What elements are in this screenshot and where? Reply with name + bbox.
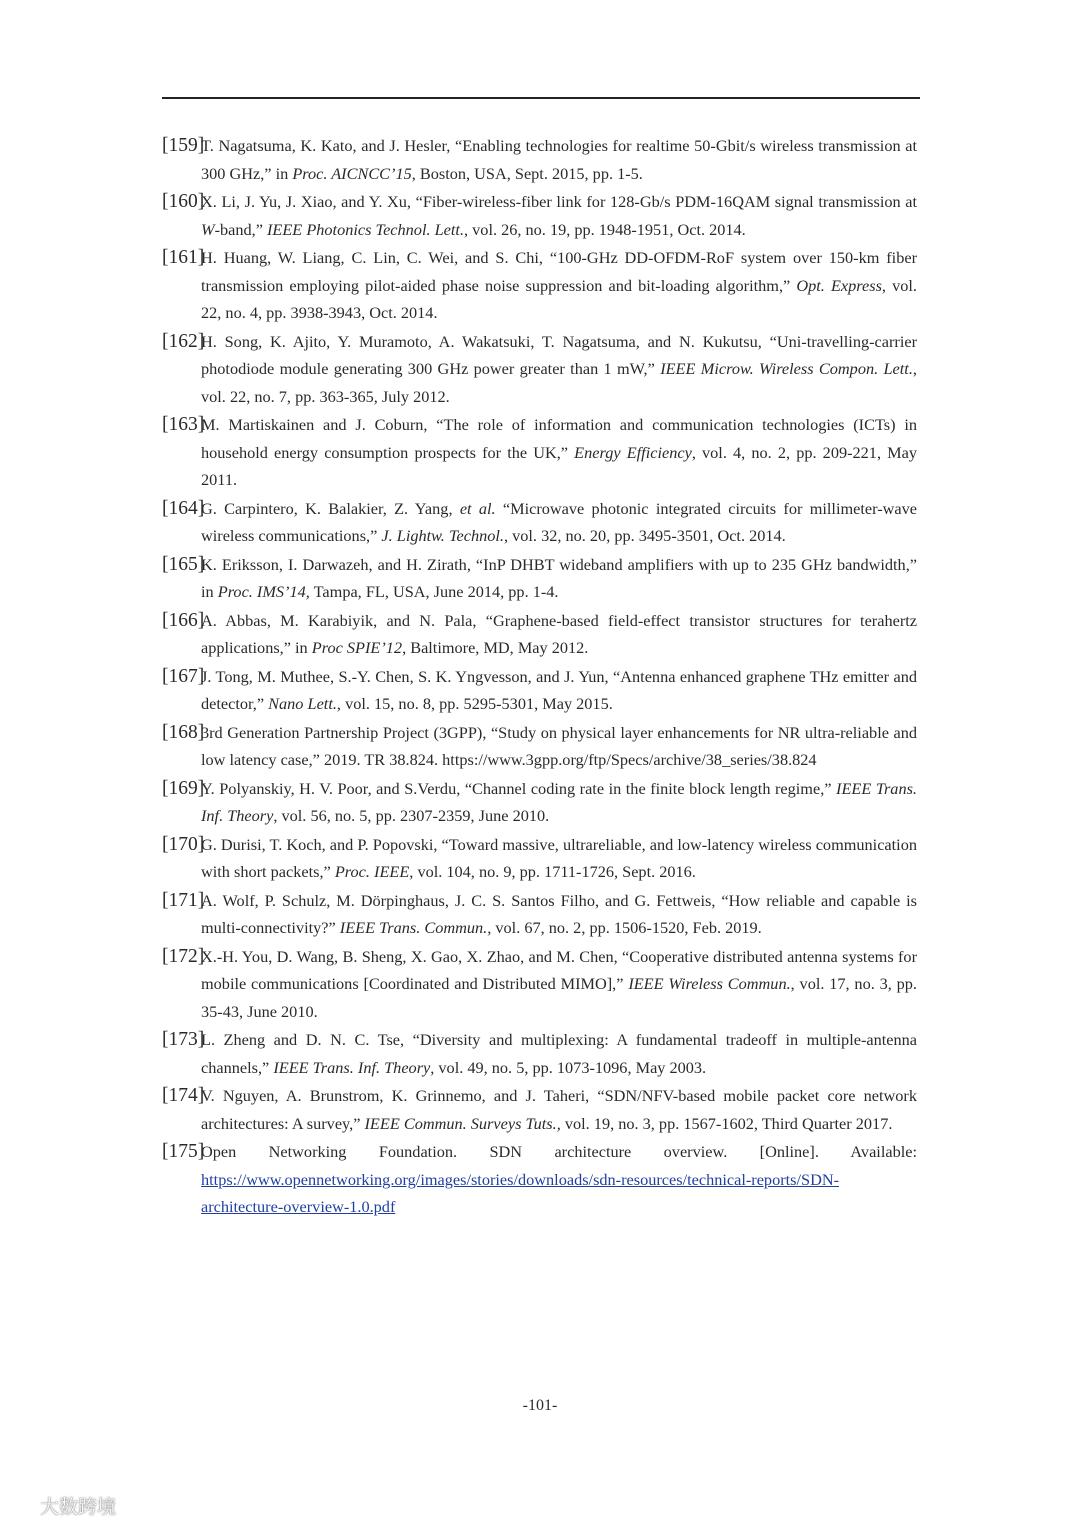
reference-number: [165] xyxy=(162,553,205,575)
reference-italic: IEEE Trans. Commun., xyxy=(339,918,492,937)
reference-number: [161] xyxy=(162,247,205,268)
reference-segment: K. Eriksson, I. Darwazeh, and H. Zirath, “InP DHBT wideband amplifiers with up to 235 GHz bandwidth,” in xyxy=(201,554,917,601)
reference-text xyxy=(201,132,917,187)
reference-segment: G. Durisi, T. Koch, and P. Popovski, “Toward massive, ultrareliable, and low-latency wireless communication with short packets,” xyxy=(201,834,917,881)
reference-segment: , vol. 26, no. 19, pp. 1948-1951, Oct. 2014. xyxy=(464,219,746,239)
reference-text xyxy=(201,775,917,830)
reference-segment: , vol. 4, no. 2, pp. 209-221, May 2011. xyxy=(201,442,917,489)
reference-segment: -band,” xyxy=(214,219,267,239)
reference-segment: T. Nagatsuma, K. Kato, and J. Hesler, “Enabling technologies for realtime 50-Gbit/s wireless transmission at 300 GHz,” in xyxy=(201,136,917,183)
reference-segment: H. Huang, W. Liang, C. Lin, C. Wei, and S. Chi, “100-GHz DD-OFDM-RoF system over 150-km fiber transmission employing pilot-aided phase noise suppression and bit-loading algorithm,” xyxy=(201,248,917,295)
reference-segment: , vol. 17, no. 3, pp. 35-43, June 2010. xyxy=(201,974,917,1021)
reference-link[interactable]: https://www.opennetworking.org/images/stories/downloads/sdn-resources/technical-reports/SDN-architecture-overview-1.0.pdf xyxy=(201,1169,840,1216)
reference-number: [175] xyxy=(162,1141,205,1162)
reference-number: [172] xyxy=(162,945,205,967)
reference-segment: “Microwave photonic integrated circuits for millimeter-wave wireless communications,” xyxy=(201,498,917,545)
reference-text xyxy=(201,887,917,942)
reference-segment: , vol. 104, no. 9, pp. 1711-1726, Sept. 2016. xyxy=(409,862,696,881)
reference-text xyxy=(201,943,917,1026)
reference-italic: Energy Efficiency xyxy=(574,442,692,462)
watermark-text: 大数跨境 xyxy=(40,1496,117,1518)
reference-segment: X.-H. You, D. Wang, B. Sheng, X. Gao, X. Zhao, and M. Chen, “Cooperative distributed antenna systems for mobile communications [Coordinated and Distributed MIMO],” xyxy=(201,946,917,993)
reference-italic: Proc. IEEE xyxy=(334,862,410,881)
reference-segment: vol. 67, no. 2, pp. 1506-1520, Feb. 2019. xyxy=(491,918,762,937)
reference-item xyxy=(162,943,917,1026)
reference-segment: A. Abbas, M. Karabiyik, and N. Pala, “Graphene-based field-effect transistor structures for terahertz applications,” in xyxy=(201,610,917,657)
reference-text xyxy=(201,1138,917,1221)
reference-number: [163] xyxy=(162,414,205,435)
reference-segment: , vol. 56, no. 5, pp. 2307-2359, June 2010. xyxy=(273,806,550,825)
reference-item xyxy=(162,1026,917,1081)
reference-italic: Proc SPIE’12 xyxy=(311,638,403,657)
reference-segment: Open Networking Foundation. SDN architecture overview. [Online]. Available: xyxy=(201,1142,917,1161)
reference-segment: A. Wolf, P. Schulz, M. Dörpinghaus, J. C. S. Santos Filho, and G. Fettweis, “How reliable and capable is multi-connectivity?” xyxy=(201,890,917,937)
reference-segment: J. Tong, M. Muthee, S.-Y. Chen, S. K. Yngvesson, and J. Yun, “Antenna enhanced graphene THz emitter and detector,” xyxy=(201,666,917,713)
reference-text xyxy=(201,411,917,494)
reference-italic: et al. xyxy=(459,498,496,518)
reference-number: [167] xyxy=(162,665,205,687)
reference-italic: Nano Lett. xyxy=(268,694,337,713)
reference-text xyxy=(201,495,917,550)
reference-text xyxy=(201,719,917,774)
reference-number: [173] xyxy=(162,1029,205,1050)
chat-bubble-icon xyxy=(10,1496,36,1516)
reference-italic: Proc. IMS’14, xyxy=(217,582,310,601)
reference-item xyxy=(162,551,917,606)
reference-item xyxy=(162,132,917,187)
reference-number: [171] xyxy=(162,889,205,911)
reference-segment: , vol. 49, no. 5, pp. 1073-1096, May 2003. xyxy=(430,1057,707,1077)
reference-italic: IEEE Microw. Wireless Compon. Lett. xyxy=(660,359,913,378)
reference-italic: Opt. Express xyxy=(796,275,882,295)
reference-text xyxy=(201,328,917,411)
reference-segment: H. Song, K. Ajito, Y. Muramoto, A. Wakatsuki, T. Nagatsuma, and N. Kukutsu, “Uni-travelling-carrier photodiode module generating 300 GHz power greater than 1 mW,” xyxy=(201,331,917,378)
reference-italic: IEEE Wireless Commun. xyxy=(628,974,791,993)
reference-italic: IEEE Trans. Inf. Theory xyxy=(201,778,917,825)
page-number: -101- xyxy=(522,1397,558,1414)
reference-segment: , Baltimore, MD, May 2012. xyxy=(402,638,589,657)
reference-text xyxy=(201,1026,917,1081)
reference-item xyxy=(162,663,917,718)
reference-text xyxy=(201,607,917,662)
reference-segment: V. Nguyen, A. Brunstrom, K. Grinnemo, and J. Taheri, “SDN/NFV-based mobile packet core network architectures: A survey,” xyxy=(201,1086,917,1133)
reference-number: [160] xyxy=(162,191,205,212)
reference-number: [159] xyxy=(162,135,205,156)
reference-item xyxy=(162,411,917,494)
reference-segment: L. Zheng and D. N. C. Tse, “Diversity and multiplexing: A fundamental tradeoff in multiple-antenna channels,” xyxy=(201,1030,917,1077)
reference-item xyxy=(162,1138,917,1221)
reference-italic: Proc. AICNCC’15 xyxy=(292,163,412,183)
reference-segment: Y. Polyanskiy, H. V. Poor, and S.Verdu, “Channel coding rate in the finite block length regime,” xyxy=(201,778,837,798)
reference-item xyxy=(162,831,917,886)
reference-text xyxy=(201,831,917,886)
reference-italic: IEEE Photonics Technol. Lett. xyxy=(267,219,465,239)
reference-segment: vol. 19, no. 3, pp. 1567-1602, Third Quarter 2017. xyxy=(560,1113,893,1133)
reference-text xyxy=(201,663,917,718)
reference-text xyxy=(201,188,917,243)
reference-segment: X. Li, J. Yu, J. Xiao, and Y. Xu, “Fiber-wireless-fiber link for 128-Gb/s PDM-16QAM signal transmission at xyxy=(201,192,917,211)
reference-item xyxy=(162,719,917,774)
reference-segment: , Boston, USA, Sept. 2015, pp. 1-5. xyxy=(411,163,643,183)
reference-number: [162] xyxy=(162,330,205,352)
reference-italic: IEEE Commun. Surveys Tuts., xyxy=(364,1113,561,1133)
reference-segment: , vol. 22, no. 4, pp. 3938-3943, Oct. 2014. xyxy=(201,275,917,322)
reference-item xyxy=(162,244,917,327)
reference-number: [166] xyxy=(162,609,205,631)
reference-list xyxy=(162,132,917,1222)
reference-number: [164] xyxy=(162,497,205,519)
reference-item xyxy=(162,1082,917,1137)
reference-segment: Tampa, FL, USA, June 2014, pp. 1-4. xyxy=(309,582,559,601)
reference-number: [174] xyxy=(162,1085,205,1106)
reference-italic: IEEE Trans. Inf. Theory xyxy=(273,1057,431,1077)
reference-item xyxy=(162,495,917,550)
reference-item xyxy=(162,328,917,411)
watermark xyxy=(10,1492,116,1519)
reference-segment: M. Martiskainen and J. Coburn, “The role of information and communication technologies (ICTs) in household energy consumption prospects for the UK,” xyxy=(201,415,917,462)
reference-item xyxy=(162,887,917,942)
reference-segment: , vol. 15, no. 8, pp. 5295-5301, May 2015. xyxy=(336,694,613,713)
reference-number: [169] xyxy=(162,777,205,799)
header-rule xyxy=(162,97,920,99)
reference-number: [168] xyxy=(162,721,205,743)
reference-text xyxy=(201,551,917,606)
reference-item xyxy=(162,775,917,830)
reference-text xyxy=(201,244,917,327)
reference-item xyxy=(162,607,917,662)
reference-item xyxy=(162,188,917,243)
reference-italic: W xyxy=(201,219,215,239)
reference-segment: , vol. 32, no. 20, pp. 3495-3501, Oct. 2014. xyxy=(503,526,786,545)
reference-segment: , vol. 22, no. 7, pp. 363-365, July 2012. xyxy=(201,359,917,406)
reference-italic: J. Lightw. Technol. xyxy=(381,526,504,545)
reference-segment: G. Carpintero, K. Balakier, Z. Yang, xyxy=(201,498,460,518)
reference-text xyxy=(201,1082,917,1137)
reference-number: [170] xyxy=(162,833,205,855)
reference-segment: 3rd Generation Partnership Project (3GPP), “Study on physical layer enhancements for NR ultra-reliable and low latency case,” 2019. TR 38.824. https://www.3gpp.org/ftp/Specs/archive/38_series/38.824 xyxy=(201,722,917,769)
